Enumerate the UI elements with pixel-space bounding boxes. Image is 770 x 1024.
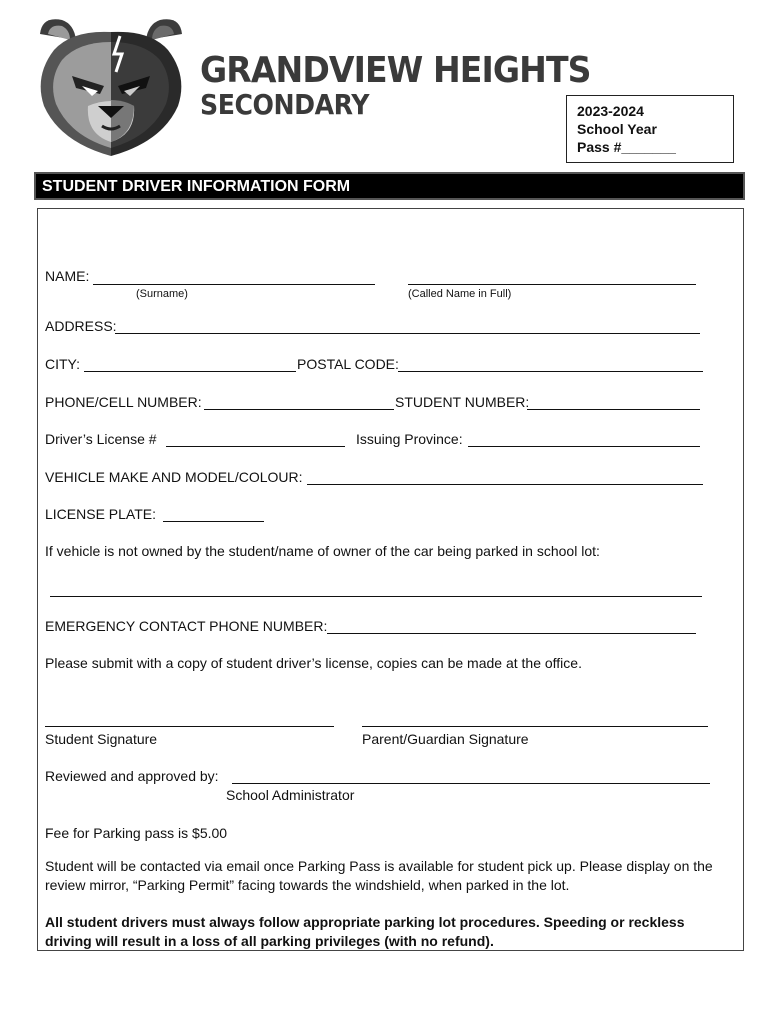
student-number-input-line[interactable]: [527, 409, 700, 410]
school-name-line2: SECONDARY: [200, 88, 370, 121]
school-year-label: School Year: [577, 121, 657, 137]
parking-warning: All student drivers must always follow appropriate parking lot procedures. Speeding or reckless driving will result in a loss of all parking privileges (with no refund).: [45, 914, 685, 949]
license-plate-label: LICENSE PLATE:: [45, 506, 157, 522]
city-input-line[interactable]: [84, 371, 296, 372]
license-plate-input-line[interactable]: [163, 521, 264, 522]
postal-code-label: POSTAL CODE:: [297, 356, 399, 372]
called-name-hint: (Called Name in Full): [408, 288, 512, 300]
postal-code-input-line[interactable]: [398, 371, 703, 372]
surname-hint: (Surname): [136, 288, 188, 300]
emergency-contact-input-line[interactable]: [327, 633, 696, 634]
parking-fee-note: Fee for Parking pass is $5.00: [45, 825, 228, 841]
pass-number-field[interactable]: Pass #_______: [577, 139, 676, 155]
drivers-license-label: Driver’s License #: [45, 431, 157, 447]
contact-note: Student will be contacted via email once Parking Pass is available for student pick up. Please display on the review mirror, “Parking Permit” facing towards the windshield, when parked in the lot.: [45, 858, 713, 893]
reviewed-by-label: Reviewed and approved by:: [45, 768, 219, 784]
issuing-province-label: Issuing Province:: [356, 431, 463, 447]
surname-input-line[interactable]: [93, 284, 375, 285]
parent-signature-label: Parent/Guardian Signature: [362, 731, 529, 747]
student-number-label: STUDENT NUMBER:: [395, 394, 530, 410]
owner-question: If vehicle is not owned by the student/name of owner of the car being parked in school lot:: [45, 543, 600, 559]
school-name-line1: GRANDVIEW HEIGHTS: [200, 50, 591, 91]
name-label: NAME:: [45, 268, 90, 284]
phone-input-line[interactable]: [204, 409, 394, 410]
bear-mascot-icon: [32, 14, 190, 160]
student-signature-line[interactable]: [45, 726, 334, 727]
submit-note: Please submit with a copy of student driver’s license, copies can be made at the office.: [45, 655, 582, 671]
pass-info-box: [566, 95, 734, 163]
owner-input-line[interactable]: [50, 596, 702, 597]
issuing-province-input-line[interactable]: [468, 446, 700, 447]
vehicle-input-line[interactable]: [307, 484, 703, 485]
called-name-input-line[interactable]: [408, 284, 696, 285]
address-label: ADDRESS:: [45, 318, 117, 334]
reviewed-by-input-line[interactable]: [232, 783, 710, 784]
form-title: STUDENT DRIVER INFORMATION FORM: [34, 172, 745, 200]
address-input-line[interactable]: [115, 333, 700, 334]
school-year-range: 2023-2024: [577, 103, 644, 119]
student-signature-label: Student Signature: [45, 731, 158, 747]
emergency-contact-label: EMERGENCY CONTACT PHONE NUMBER:: [45, 618, 328, 634]
drivers-license-input-line[interactable]: [166, 446, 345, 447]
school-administrator-label: School Administrator: [226, 787, 355, 803]
city-label: CITY:: [45, 356, 81, 372]
phone-label: PHONE/CELL NUMBER:: [45, 394, 202, 410]
parent-signature-line[interactable]: [362, 726, 708, 727]
vehicle-label: VEHICLE MAKE AND MODEL/COLOUR:: [45, 469, 303, 485]
